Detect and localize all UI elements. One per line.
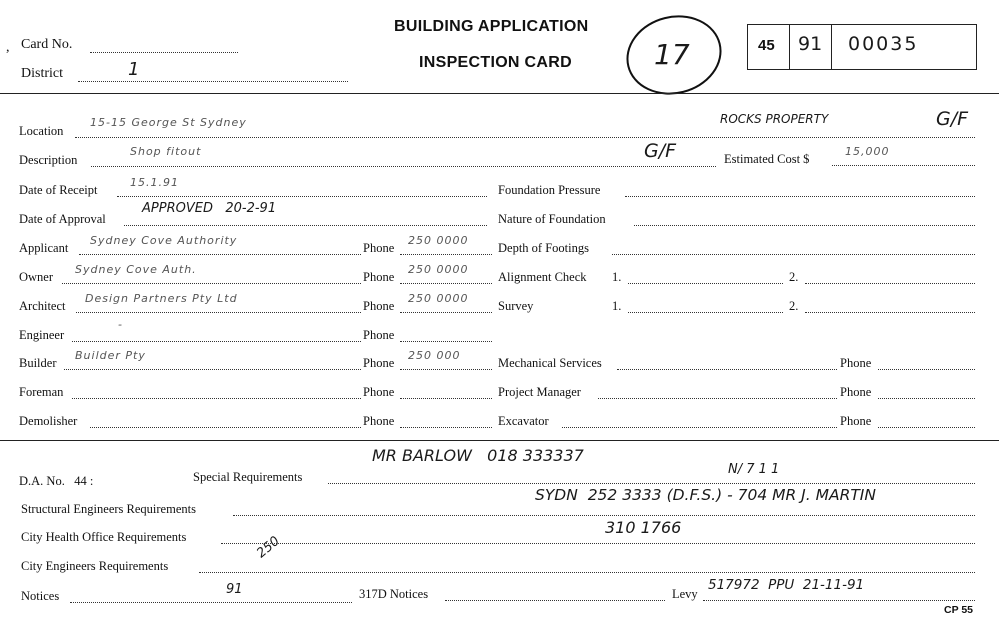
header-divider — [0, 93, 999, 94]
survey-n2: 2. — [789, 299, 799, 313]
project-manager-line — [598, 398, 837, 399]
builder-label: Builder — [19, 356, 57, 370]
owner-phone-line — [400, 283, 492, 284]
description-line — [91, 166, 716, 167]
middle-divider — [0, 440, 999, 441]
date-of-receipt-value: 15.1.91 — [130, 176, 179, 189]
builder-phone-line — [400, 369, 492, 370]
alignment-check-line1 — [628, 283, 783, 284]
card-no-label: Card No. — [21, 37, 73, 52]
district-label: District — [21, 66, 63, 81]
architect-phone-label: Phone — [363, 299, 395, 313]
mechanical-services-line — [617, 369, 837, 370]
levy-label: Levy — [672, 587, 698, 601]
applicant-phone-label: Phone — [363, 241, 395, 255]
foreman-line — [72, 398, 361, 399]
notices-317d-line — [445, 600, 665, 601]
description-value: Shop fitout — [130, 145, 202, 158]
description-suffix: G/F — [644, 140, 677, 162]
engineer-phone-label: Phone — [363, 328, 395, 342]
builder-value: Builder Pty — [75, 349, 146, 362]
nature-of-foundation-line — [634, 225, 975, 226]
estimated-cost-line — [832, 165, 975, 166]
city-health-line — [221, 543, 975, 544]
excavator-phone-line — [878, 427, 975, 428]
form-code: CP 55 — [944, 604, 973, 616]
special-requirements-line — [328, 483, 975, 484]
builder-phone: 250 000 — [408, 349, 461, 362]
ref-box-part2: 91 — [798, 33, 823, 55]
engineer-label: Engineer — [19, 328, 65, 342]
excavator-phone-label: Phone — [840, 414, 872, 428]
structural-engineers-line — [233, 515, 975, 516]
alignment-check-label: Alignment Check — [498, 270, 587, 284]
ref-box-part1: 45 — [758, 37, 775, 54]
date-of-receipt-line — [117, 196, 487, 197]
city-engineers-value: 250 — [254, 533, 283, 562]
demolisher-phone-label: Phone — [363, 414, 395, 428]
applicant-phone-line — [400, 254, 492, 255]
location-line — [75, 137, 975, 138]
foreman-phone-line — [400, 398, 492, 399]
mechanical-services-phone-line — [878, 369, 975, 370]
applicant-value: Sydney Cove Authority — [90, 234, 238, 247]
architect-value: Design Partners Pty Ltd — [85, 292, 238, 305]
reference-box — [747, 24, 977, 70]
structural-engineers-value: SYDN 252 3333 (D.F.S.) - 704 MR J. MARTIN — [535, 486, 876, 504]
circled-number: 17 — [654, 38, 690, 71]
owner-label: Owner — [19, 270, 54, 284]
date-of-approval-label: Date of Approval — [19, 212, 106, 226]
architect-line — [76, 312, 361, 313]
notices-value: 91 — [226, 582, 243, 597]
survey-line1 — [628, 312, 783, 313]
estimated-cost-value: 15,000 — [845, 145, 890, 158]
city-engineers-label: City Engineers Requirements — [21, 559, 169, 573]
engineer-value: - — [118, 318, 123, 331]
notices-line — [70, 602, 352, 603]
foreman-phone-label: Phone — [363, 385, 395, 399]
foundation-pressure-line — [625, 196, 975, 197]
depth-of-footings-label: Depth of Footings — [498, 241, 589, 255]
notices-317d-label: 317D Notices — [359, 587, 429, 601]
applicant-label: Applicant — [19, 241, 69, 255]
demolisher-label: Demolisher — [19, 414, 78, 428]
levy-value: 517972 PPU 21-11-91 — [708, 577, 865, 593]
demolisher-phone-line — [400, 427, 492, 428]
location-value: 15-15 George St Sydney — [90, 116, 247, 129]
survey-line2 — [805, 312, 975, 313]
foreman-label: Foreman — [19, 385, 64, 399]
alignment-check-line2 — [805, 283, 975, 284]
mechanical-services-phone-label: Phone — [840, 356, 872, 370]
depth-of-footings-line — [612, 254, 975, 255]
location-extra: ROCKS PROPERTY — [720, 112, 829, 126]
architect-label: Architect — [19, 299, 66, 313]
estimated-cost-label: Estimated Cost $ — [724, 152, 810, 166]
project-manager-phone-line — [878, 398, 975, 399]
margin-mark: , — [6, 40, 10, 55]
owner-phone: 250 0000 — [408, 263, 469, 276]
ref-box-part3: 00035 — [848, 33, 919, 55]
description-label: Description — [19, 153, 78, 167]
excavator-line — [562, 427, 837, 428]
builder-line — [64, 369, 361, 370]
special-requirements-label: Special Requirements — [193, 470, 303, 484]
excavator-label: Excavator — [498, 414, 549, 428]
architect-phone-line — [400, 312, 492, 313]
title-line2: INSPECTION CARD — [419, 54, 572, 71]
alignment-check-n2: 2. — [789, 270, 799, 284]
date-of-approval-value: APPROVED 20-2-91 — [142, 201, 277, 216]
architect-phone: 250 0000 — [408, 292, 469, 305]
demolisher-line — [90, 427, 361, 428]
title-line1: BUILDING APPLICATION — [394, 18, 589, 35]
engineer-line — [72, 341, 361, 342]
survey-n1: 1. — [612, 299, 622, 313]
levy-line — [703, 600, 975, 601]
structural-engineers-label: Structural Engineers Requirements — [21, 502, 196, 516]
special-requirements-note2: N/ 7 1 1 — [728, 462, 780, 477]
date-of-receipt-label: Date of Receipt — [19, 183, 98, 197]
engineer-phone-line — [400, 341, 492, 342]
survey-label: Survey — [498, 299, 534, 313]
city-health-label: City Health Office Requirements — [21, 530, 187, 544]
applicant-line — [79, 254, 361, 255]
date-of-approval-line — [124, 225, 487, 226]
district-line — [78, 81, 348, 82]
builder-phone-label: Phone — [363, 356, 395, 370]
mechanical-services-label: Mechanical Services — [498, 356, 602, 370]
nature-of-foundation-label: Nature of Foundation — [498, 212, 606, 226]
alignment-check-n1: 1. — [612, 270, 622, 284]
applicant-phone: 250 0000 — [408, 234, 469, 247]
owner-value: Sydney Cove Auth. — [75, 263, 197, 276]
project-manager-label: Project Manager — [498, 385, 581, 399]
location-label: Location — [19, 124, 64, 138]
notices-label: Notices — [21, 589, 60, 603]
owner-line — [62, 283, 361, 284]
location-suffix: G/F — [936, 108, 969, 130]
special-requirements-note1: MR BARLOW 018 333337 — [372, 446, 584, 465]
project-manager-phone-label: Phone — [840, 385, 872, 399]
foundation-pressure-label: Foundation Pressure — [498, 183, 601, 197]
district-value: 1 — [128, 59, 140, 80]
card-no-line — [90, 52, 238, 53]
da-no-label: D.A. No. 44 : — [19, 474, 94, 488]
city-health-value: 310 1766 — [605, 518, 682, 537]
city-engineers-line — [199, 572, 975, 573]
owner-phone-label: Phone — [363, 270, 395, 284]
